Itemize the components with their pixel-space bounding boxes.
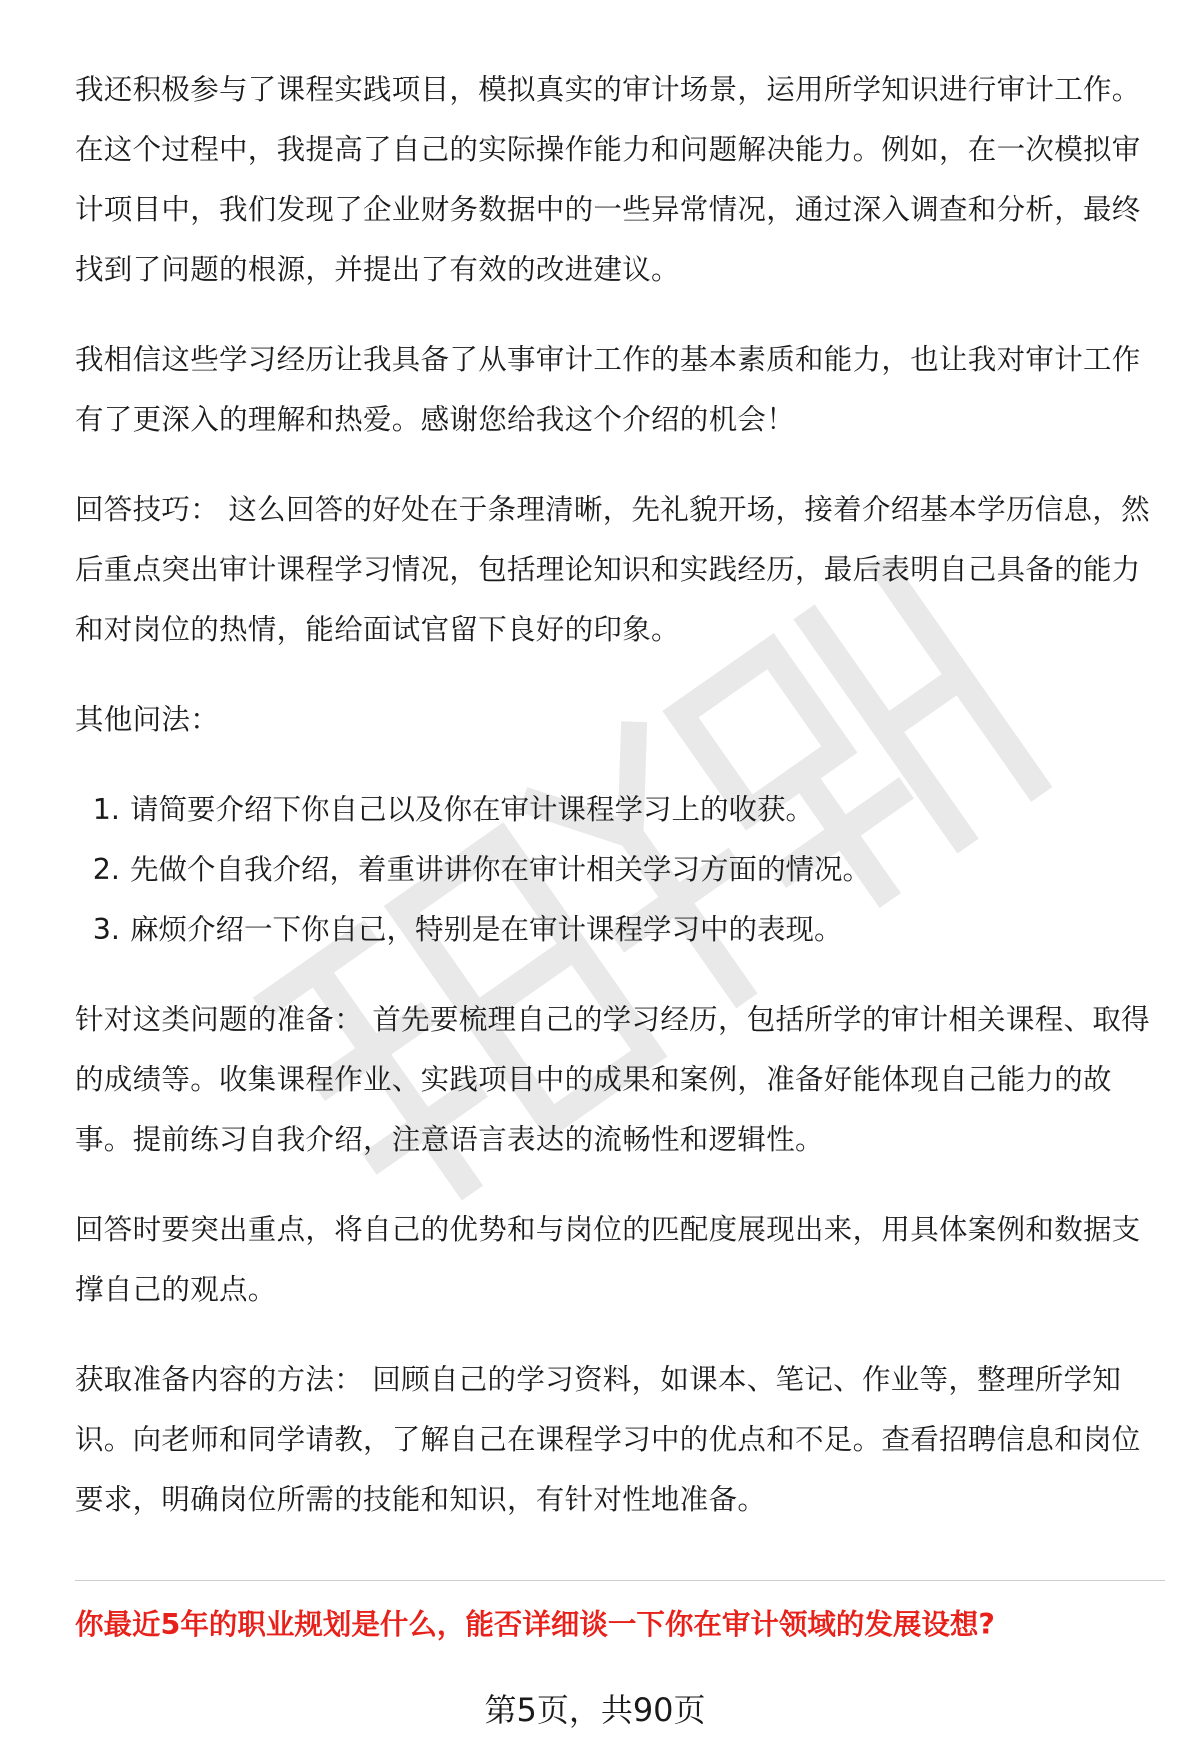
paragraph-answer-focus: 回答时要突出重点，将自己的优势和与岗位的匹配度展现出来，用具体案例和数据支撑自己的观点。 [75,1213,1141,1306]
paragraph-preparation: 针对这类问题的准备： 首先要梳理自己的学习经历，包括所学的审计相关课程、取得的成绩等。收集课程作业、实践项目中的成果和案例，准备好能体现自己能力的故事。提前练习自我介绍，注意语言表达的流畅性和逻辑性。 [75,1003,1150,1156]
section-divider [75,1580,1165,1581]
next-question-heading: 你最近5年的职业规划是什么，能否详细谈一下你在审计领域的发展设想? [75,1608,995,1641]
paragraph-preparation-methods: 获取准备内容的方法： 回顾自己的学习资料，如课本、笔记、作业等，整理所学知识。向老师和同学请教，了解自己在课程学习中的优点和不足。查看招聘信息和岗位要求，明确岗位所需的技能和知识，有针对性地准备。 [75,1363,1141,1516]
other-questions-list [75,780,1160,960]
paragraph-answer-tips: 回答技巧： 这么回答的好处在于条理清晰，先礼貌开场，接着介绍基本学历信息，然后重点突出审计课程学习情况，包括理论知识和实践经历，最后表明自己具备的能力和对岗位的热情，能给面试官留下良好的印象。 [75,493,1150,646]
list-item-text: 麻烦介绍一下你自己，特别是在审计课程学习中的表现。 [130,913,843,946]
list-item-text: 先做个自我介绍，着重讲讲你在审计相关学习方面的情况。 [130,853,872,886]
list-item-number: 2. [92,853,120,886]
main-content [75,60,1160,1560]
paragraph-closing-statement: 我相信这些学习经历让我具备了从事审计工作的基本素质和能力，也让我对审计工作有了更深入的理解和热爱。感谢您给我这个介绍的机会！ [75,343,1141,436]
paragraph-practice-project: 我还积极参与了课程实践项目，模拟真实的审计场景，运用所学知识进行审计工作。在这个过程中，我提高了自己的实际操作能力和问题解决能力。例如，在一次模拟审计项目中，我们发现了企业财务数据中的一些异常情况，通过深入调查和分析，最终找到了问题的根源，并提出了有效的改进建议。 [75,73,1141,286]
list-item [75,840,1160,900]
list-item-number: 3. [92,913,120,946]
paragraph-other-questions-heading: 其他问法： [75,703,220,736]
list-item-number: 1. [92,793,120,826]
list-item [75,780,1160,840]
page-footer: 第5页，共90页 [484,1691,706,1729]
list-item [75,900,1160,960]
list-item-text: 请简要介绍下你自己以及你在审计课程学习上的收获。 [130,793,815,826]
